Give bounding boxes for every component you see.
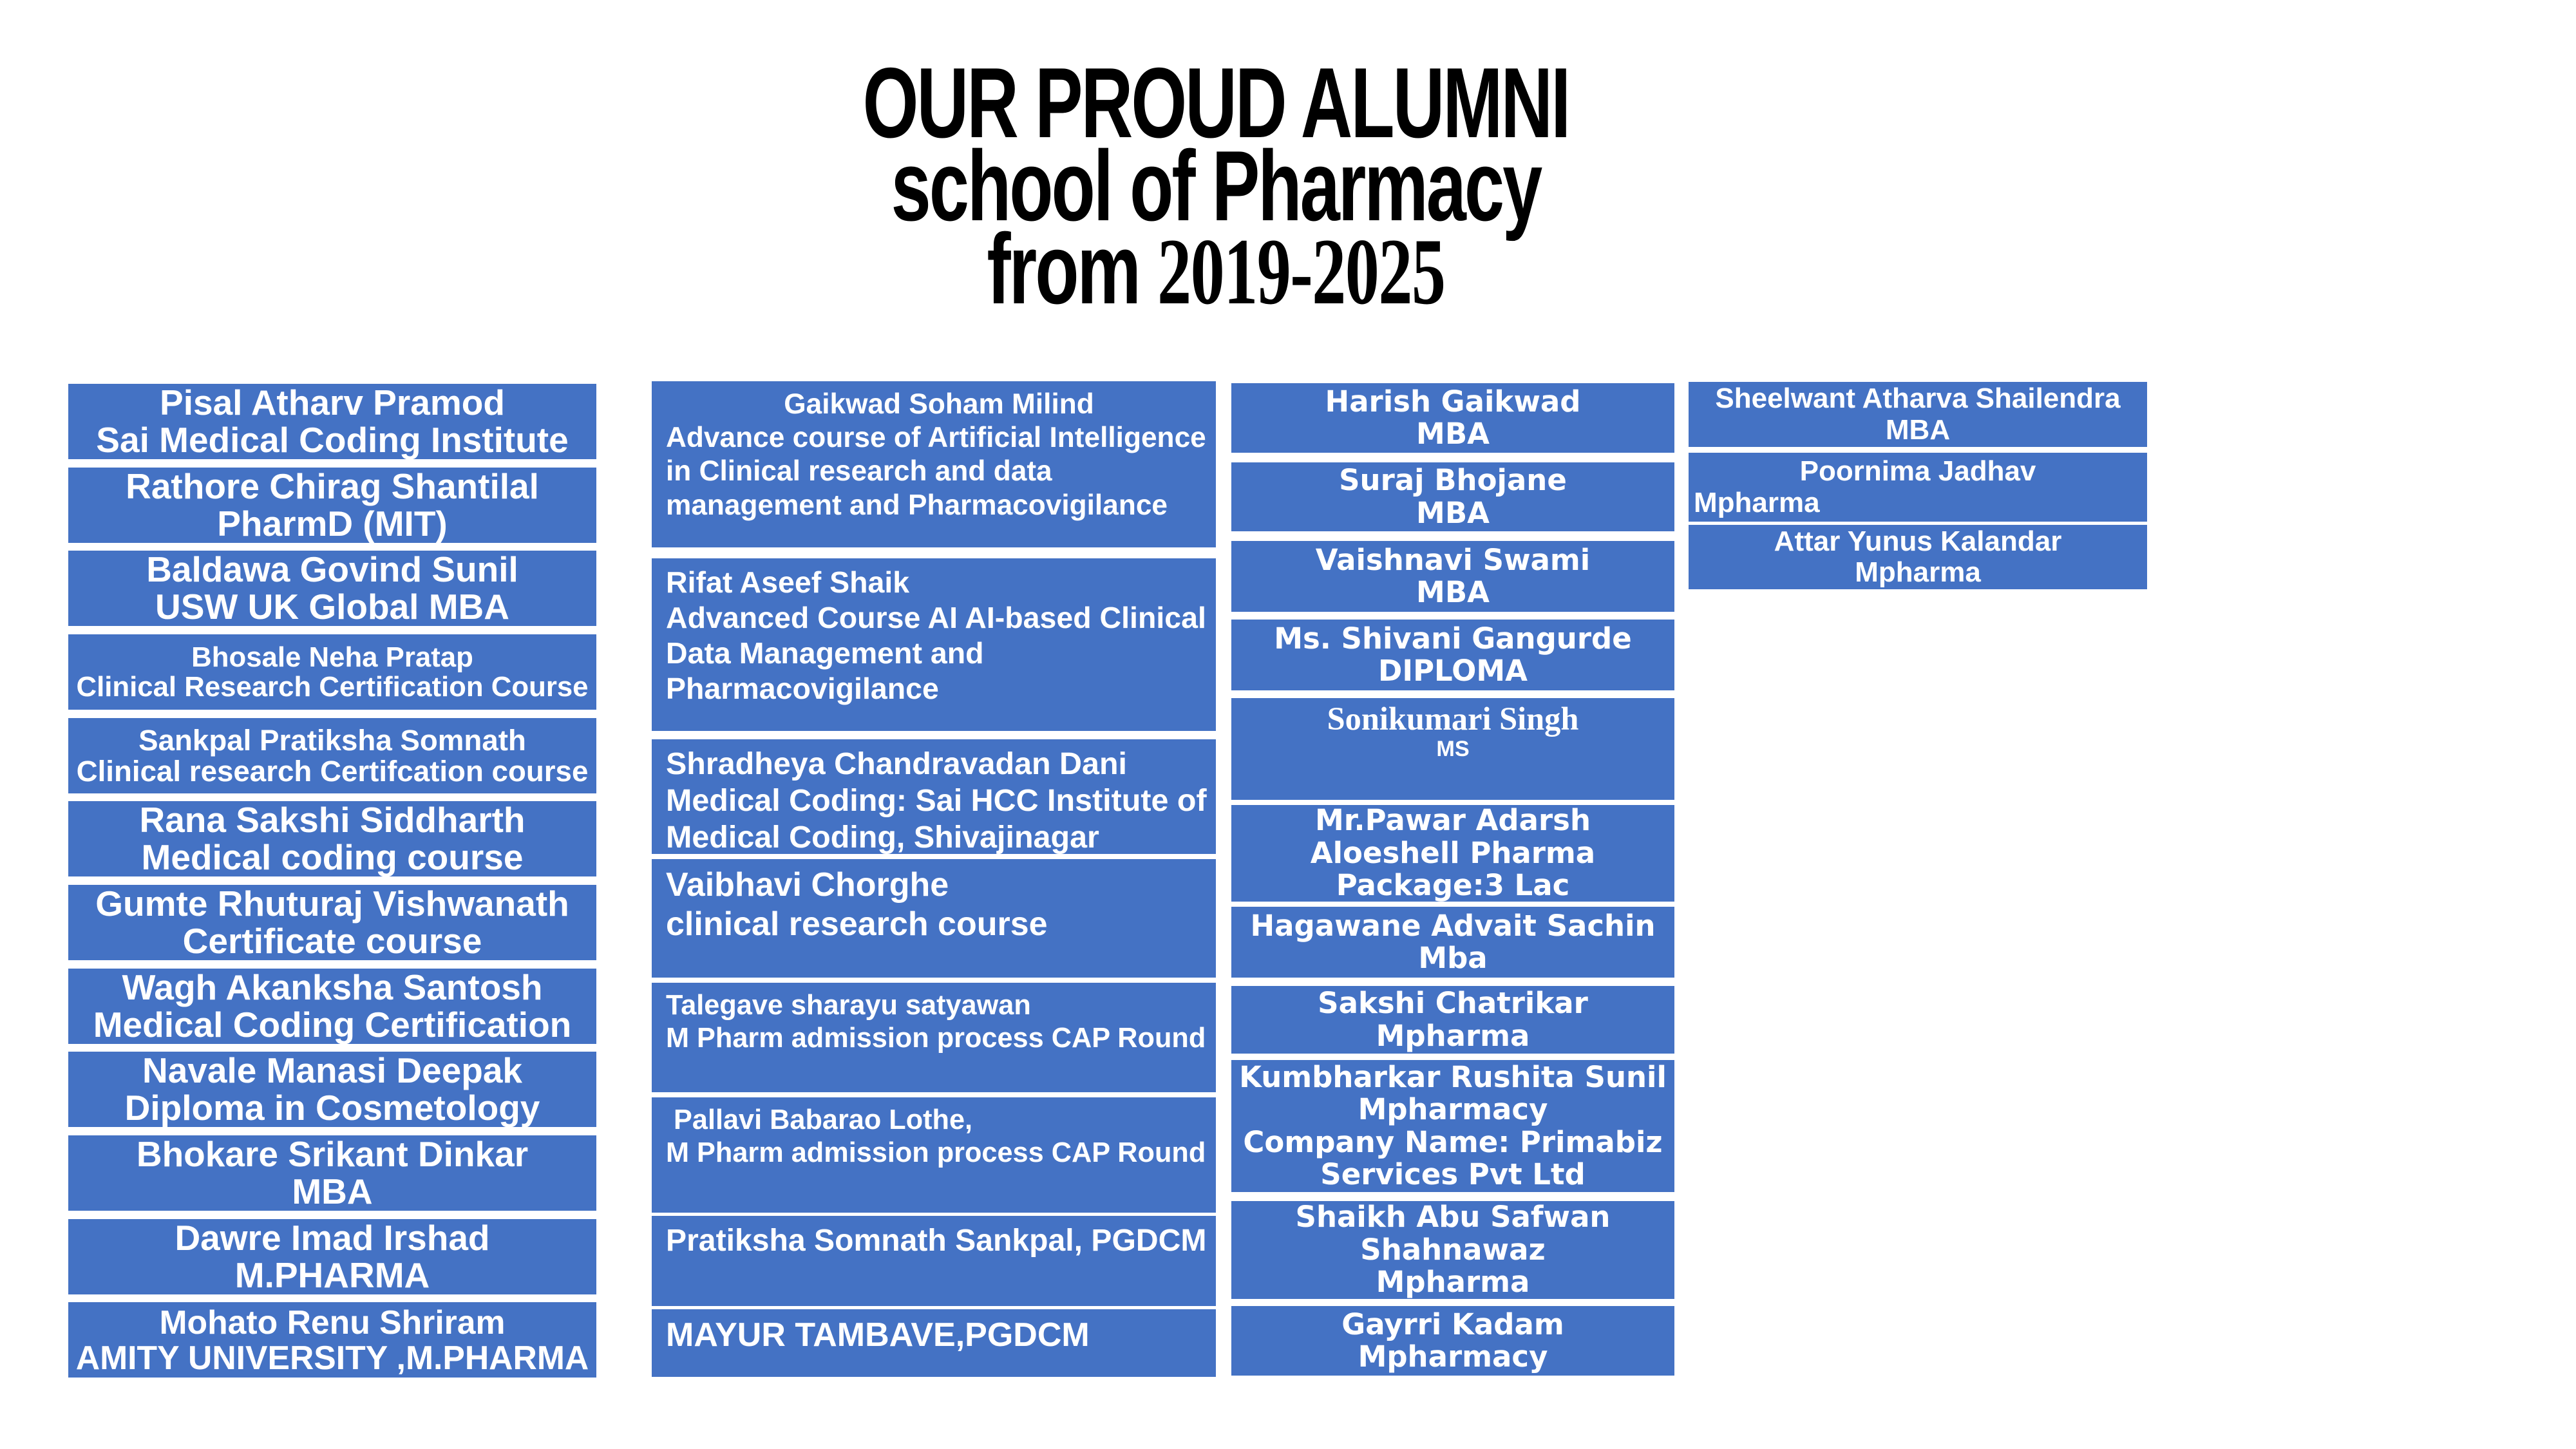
alumni-course: Clinical Research Certification Course — [76, 670, 589, 703]
alumni-name: Bhokare Srikant Dinkar — [136, 1135, 529, 1174]
alumni-box — [68, 468, 596, 543]
alumni-name: MAYUR TAMBAVE,PGDCM — [666, 1316, 1090, 1354]
alumni-box — [652, 1097, 1216, 1213]
alumni-box — [1231, 907, 1674, 978]
alumni-box — [652, 859, 1216, 978]
alumni-box — [652, 983, 1216, 1092]
alumni-box — [68, 1219, 596, 1294]
alumni-name: Sheelwant Atharva Shailendra — [1715, 383, 2121, 415]
alumni-box — [652, 739, 1216, 854]
alumni-name: Hagawane Advait Sachin — [1250, 908, 1656, 943]
alumni-box — [1231, 805, 1674, 902]
alumni-course: Pharmacovigilance — [666, 671, 939, 705]
alumni-course: AMITY UNIVERSITY ,M.PHARMA — [75, 1338, 589, 1376]
alumni-course: MBA — [1416, 495, 1490, 530]
alumni-box — [1231, 1306, 1674, 1376]
alumni-name: Shaikh Abu Safwan — [1295, 1201, 1611, 1235]
alumni-box — [1231, 1201, 1674, 1299]
alumni-box — [1231, 620, 1674, 690]
alumni-course: M Pharm admission process CAP Round — [666, 1023, 1206, 1054]
alumni-course: MBA — [1416, 575, 1490, 609]
alumni-box — [1231, 462, 1674, 531]
alumni-name: Vaibhavi Chorghe — [666, 866, 949, 904]
alumni-box — [68, 634, 596, 710]
slide-title — [572, 47, 1860, 325]
alumni-box — [68, 885, 596, 960]
alumni-name: Mohato Renu Shriram — [159, 1303, 506, 1341]
title-line-2: school of Pharmacy — [891, 130, 1541, 242]
alumni-name: Rathore Chirag Shantilal — [126, 468, 539, 506]
alumni-box — [1689, 525, 2147, 589]
alumni-box — [68, 969, 596, 1044]
alumni-course: Mpharma — [1855, 556, 1981, 588]
alumni-course: USW UK Global MBA — [155, 586, 509, 626]
alumni-course: in Clinical research and data — [666, 455, 1052, 488]
alumni-box — [652, 558, 1216, 731]
alumni-box — [652, 381, 1216, 547]
title-line-1: OUR PROUD ALUMNI — [862, 47, 1569, 158]
alumni-course: MBA — [292, 1171, 373, 1211]
alumni-name: Attar Yunus Kalandar — [1774, 525, 2062, 557]
alumni-name: Harish Gaikwad — [1325, 384, 1581, 419]
alumni-box — [1231, 986, 1674, 1054]
alumni-name: Gumte Rhuturaj Vishwanath — [95, 885, 569, 923]
alumni-name: Ms. Shivani Gangurde — [1274, 621, 1632, 656]
alumni-course: Medical Coding Certification — [93, 1004, 572, 1044]
alumni-course: Mpharmacy — [1358, 1340, 1548, 1374]
alumni-name: Rana Sakshi Siddharth — [139, 801, 526, 840]
alumni-box — [68, 1052, 596, 1127]
alumni-name: Kumbharkar Rushita Sunil — [1239, 1060, 1667, 1094]
alumni-course: MS — [1436, 737, 1470, 762]
alumni-course: MBA — [1416, 417, 1490, 451]
alumni-course: Company Name: Primabiz — [1243, 1124, 1663, 1159]
alumni-box — [1689, 453, 2147, 522]
alumni-name: Navale Manasi Deepak — [142, 1052, 523, 1090]
alumni-name: Baldawa Govind Sunil — [146, 551, 518, 589]
alumni-name: Sonikumari Singh — [1327, 701, 1579, 737]
alumni-course: Advance course of Artificial Intelligence — [666, 422, 1206, 454]
alumni-box — [68, 801, 596, 876]
alumni-course: Mpharmacy — [1358, 1092, 1548, 1127]
alumni-name: Sankpal Pratiksha Somnath — [138, 723, 526, 757]
alumni-name: Pallavi Babarao Lothe, — [666, 1104, 973, 1135]
alumni-course: Data Management and — [666, 636, 984, 670]
title-years: 2019-2025 — [1157, 219, 1445, 324]
title-line-3 — [752, 213, 1680, 325]
alumni-box — [68, 718, 596, 793]
alumni-box — [68, 1135, 596, 1211]
alumni-box — [68, 384, 596, 459]
alumni-course: Aloeshell Pharma — [1310, 835, 1596, 870]
alumni-box — [1231, 698, 1674, 800]
alumni-box — [1231, 541, 1674, 612]
alumni-course: Diploma in Cosmetology — [124, 1087, 540, 1127]
alumni-course: Certificate course — [182, 920, 482, 960]
alumni-course: Clinical research Certifcation course — [76, 754, 589, 788]
alumni-course: Advanced Course AI AI-based Clinical — [666, 600, 1206, 634]
alumni-name: Suraj Bhojane — [1339, 463, 1567, 498]
alumni-course: M Pharm admission process CAP Round — [666, 1137, 1206, 1169]
alumni-name: Gaikwad Soham Milind — [784, 388, 1094, 420]
alumni-course: Medical Coding, Shivajinagar — [666, 820, 1099, 854]
alumni-course: MBA — [1885, 413, 1951, 446]
alumni-course: management and Pharmacovigilance — [666, 489, 1168, 521]
alumni-course: Medical Coding: Sai HCC Institute of — [666, 783, 1207, 819]
alumni-course: M.PHARMA — [234, 1255, 430, 1294]
alumni-name: Pisal Atharv Pramod — [160, 384, 505, 422]
alumni-course: Mpharma — [1376, 1018, 1530, 1053]
alumni-name: Mr.Pawar Adarsh — [1314, 805, 1591, 838]
alumni-box — [1689, 382, 2147, 447]
alumni-course: Sai Medical Coding Institute — [96, 419, 569, 459]
alumni-name: Talegave sharayu satyawan — [666, 990, 1031, 1021]
alumni-name: Vaishnavi Swami — [1315, 542, 1591, 577]
alumni-box — [1231, 1060, 1674, 1192]
alumni-name: Pratiksha Somnath Sankpal, PGDCM — [666, 1223, 1207, 1258]
alumni-name: Poornima Jadhav — [1799, 455, 2036, 488]
alumni-course: Medical coding course — [141, 837, 524, 876]
alumni-box — [652, 1216, 1216, 1306]
alumni-course: Services Pvt Ltd — [1320, 1157, 1586, 1191]
alumni-name: Shradheya Chandravadan Dani — [666, 746, 1128, 781]
alumni-course: Mpharma — [1376, 1265, 1530, 1299]
title-from-word: from — [987, 213, 1158, 325]
alumni-name: Rifat Aseef Shaik — [666, 565, 910, 599]
alumni-box — [652, 1309, 1216, 1377]
alumni-course: Mpharma — [1694, 486, 1820, 518]
alumni-name: Dawre Imad Irshad — [175, 1219, 490, 1258]
alumni-name: Bhosale Neha Pratap — [191, 641, 473, 673]
alumni-course: Mba — [1418, 941, 1488, 975]
alumni-name: Wagh Akanksha Santosh — [122, 969, 543, 1007]
alumni-course: clinical research course — [666, 905, 1048, 943]
alumni-box — [68, 1302, 596, 1378]
alumni-course: Shahnawaz — [1360, 1232, 1546, 1267]
alumni-box — [1231, 383, 1674, 453]
alumni-course: DIPLOMA — [1378, 654, 1528, 688]
alumni-name: Gayrri Kadam — [1341, 1307, 1564, 1341]
alumni-box — [68, 551, 596, 626]
alumni-course: Package:3 Lac — [1336, 868, 1570, 902]
alumni-name: Sakshi Chatrikar — [1318, 986, 1588, 1021]
alumni-course: PharmD (MIT) — [217, 503, 448, 543]
